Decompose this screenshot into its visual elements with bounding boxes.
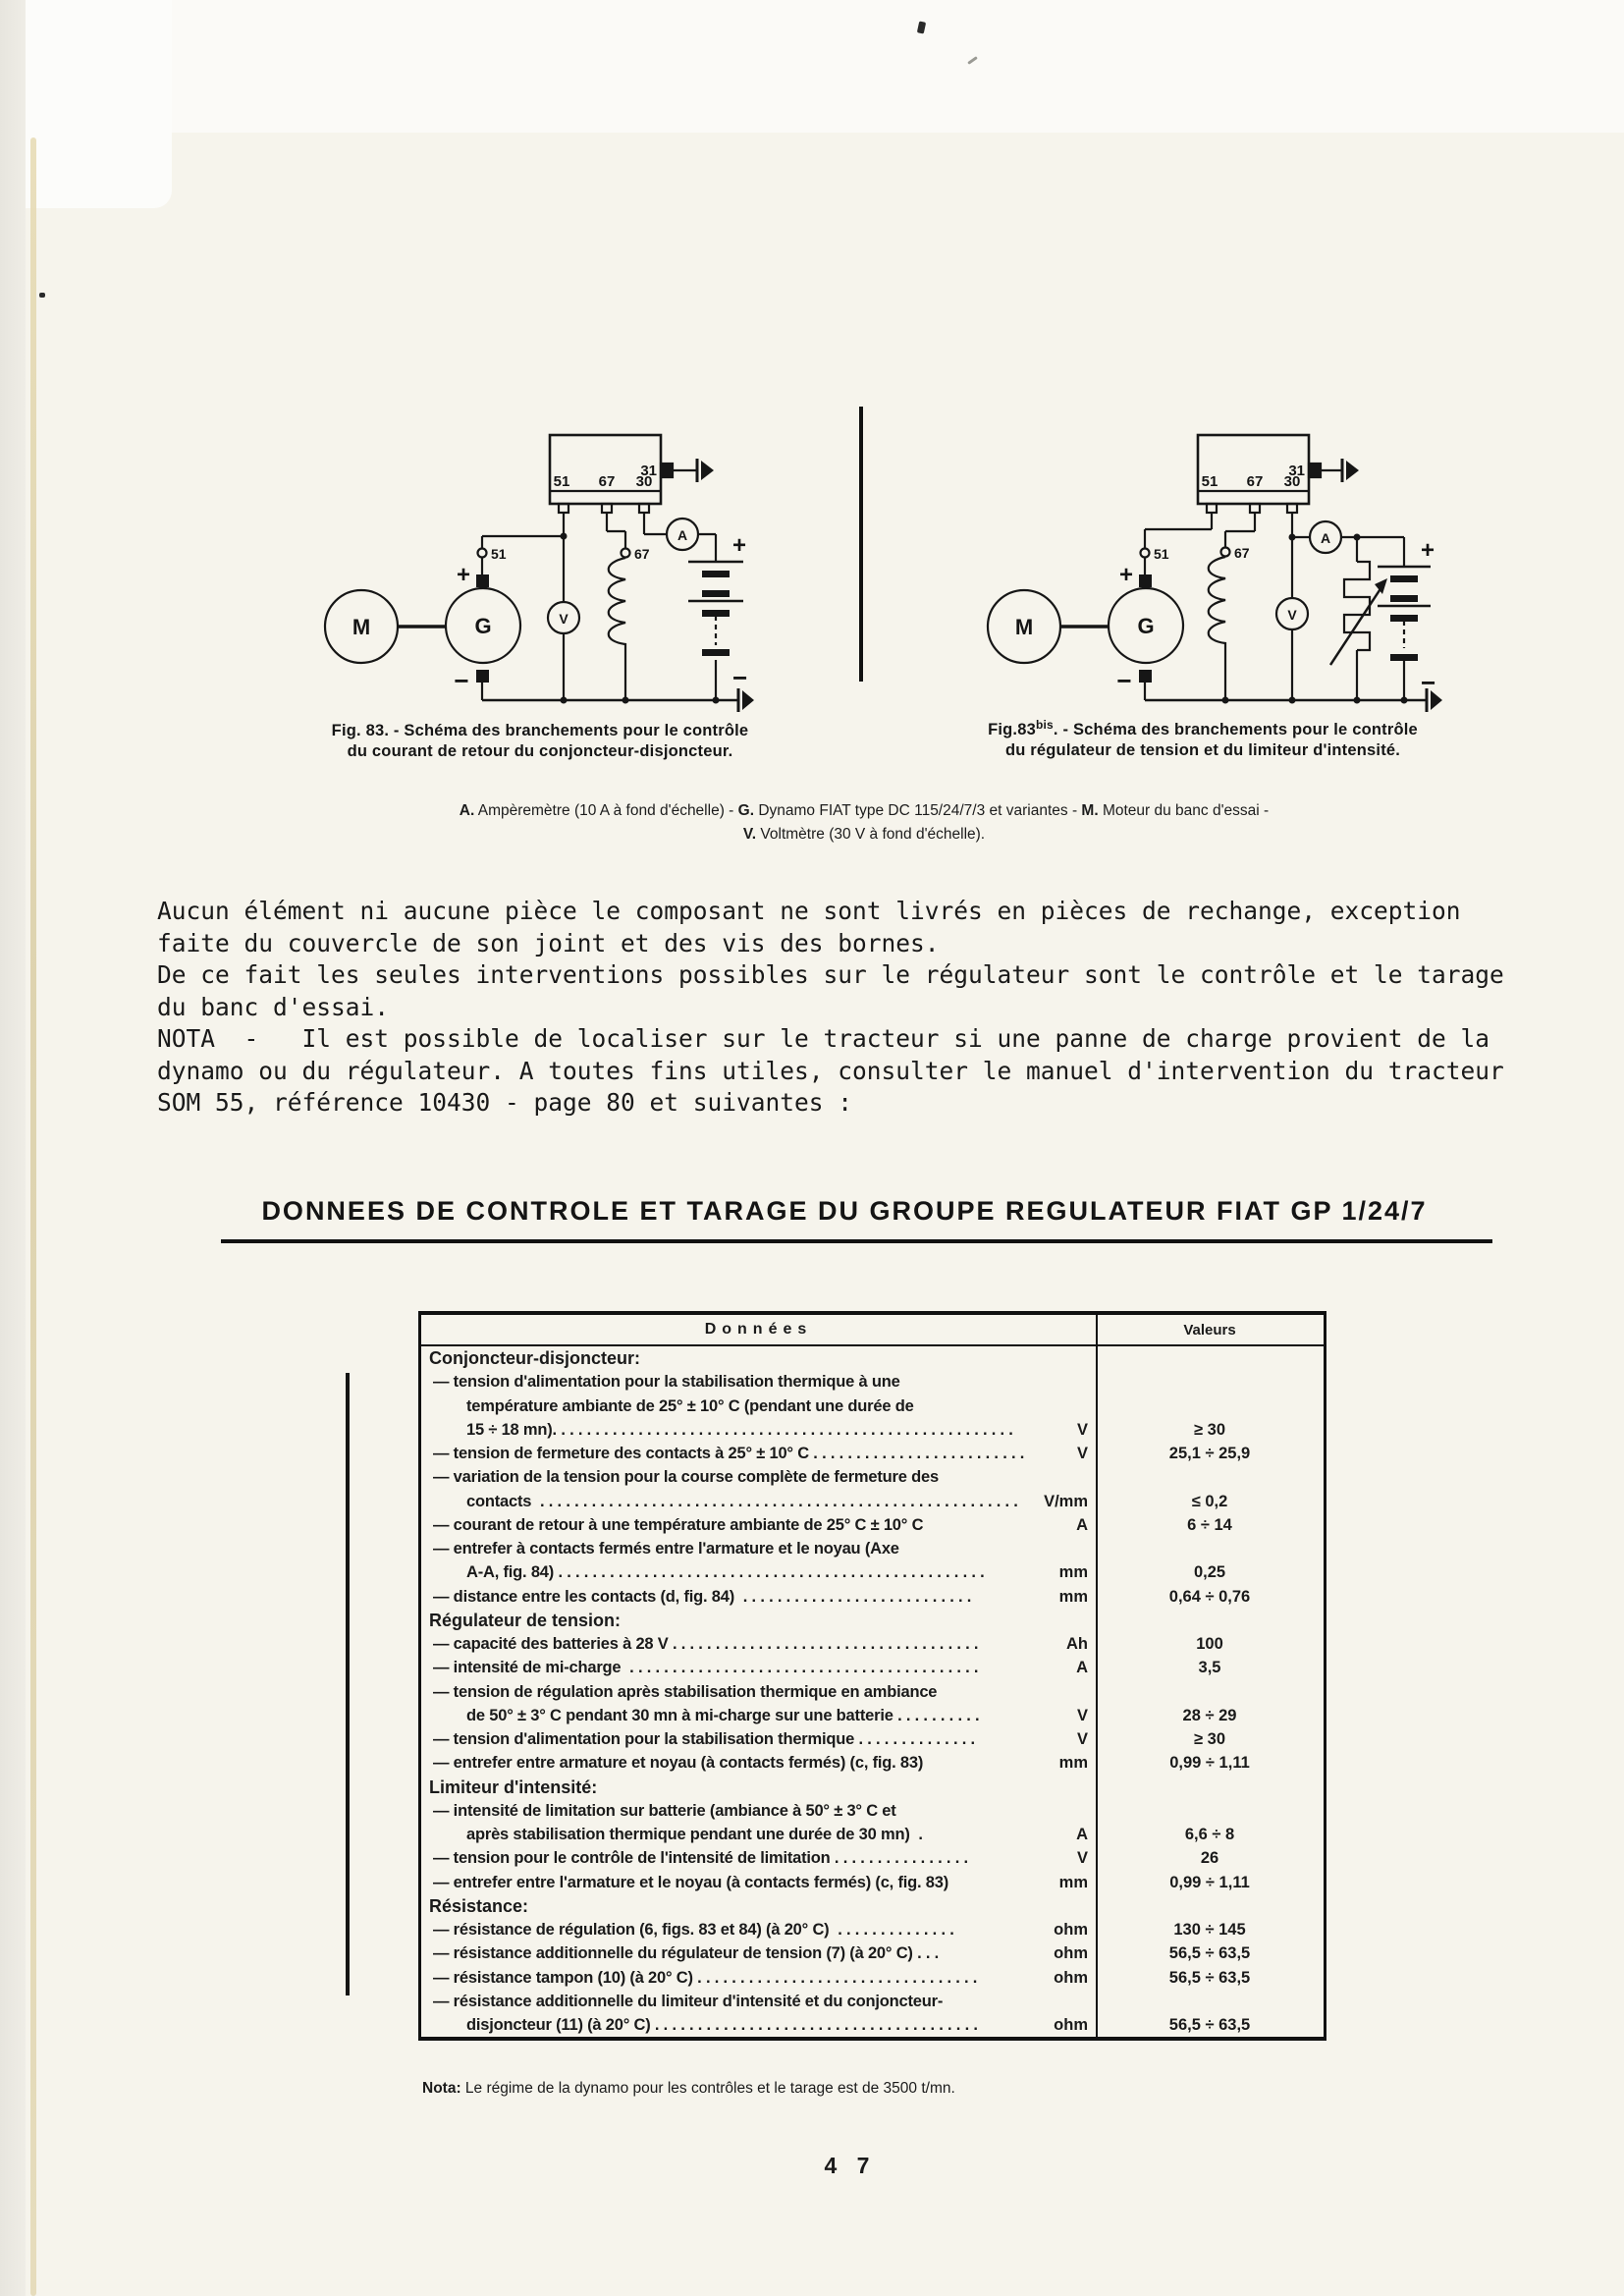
figure-divider-line [859, 407, 863, 682]
scan-crease-line [30, 137, 36, 2296]
terminal-label: 31 [1288, 463, 1305, 479]
legend-key-a: A. [459, 802, 475, 819]
row-value: 56,5 ÷ 63,5 [1168, 1944, 1251, 1963]
row-value: 0,99 ÷ 1,11 [1169, 1873, 1250, 1891]
fig83-caption [295, 721, 785, 762]
legend-text-g: Dynamo FIAT type DC 115/24/7/3 et variantes - [754, 802, 1082, 819]
table-data-row [421, 1513, 1324, 1537]
row-label: — courant de retour à une température ambiante de 25° C ± 10° C [433, 1515, 924, 1534]
row-label: — tension de régulation après stabilisation thermique en ambiance [433, 1682, 938, 1701]
scan-top-band [0, 0, 1624, 133]
ground-symbol [1346, 461, 1359, 480]
spec-table-inner [421, 1315, 1324, 2037]
row-label: 15 ÷ 18 mn). . . . . . . . . . . . . . . . . . . . . . . . . . . . . . . . . . . . . . . . . . . . . . . . . . . . . . [466, 1420, 1013, 1439]
row-label: disjoncteur (11) (à 20° C) . . . . . . . . . . . . . . . . . . . . . . . . . . . . . . . . . . . . . . [466, 2016, 978, 2034]
row-value [1096, 1680, 1324, 1704]
row-unit [1027, 1799, 1096, 1823]
row-unit [1027, 1609, 1096, 1632]
body-text-line: NOTA - Il est possible de localiser sur le tracteur si une panne de charge provient de la [157, 1024, 1490, 1053]
row-label: Limiteur d'intensité: [429, 1777, 598, 1797]
legend-key-v: V. [742, 826, 757, 843]
row-value [1096, 1537, 1324, 1560]
row-unit: mm [1058, 1563, 1088, 1582]
dynamo-plus-terminal [1139, 574, 1152, 587]
motor-letter: M [352, 615, 371, 639]
table-data-row [421, 1823, 1324, 1846]
terminal-label: 31 [640, 463, 657, 479]
table-section-row [421, 1609, 1324, 1632]
table-data-row [421, 1632, 1324, 1656]
row-value: 25,1 ÷ 25,9 [1168, 1445, 1251, 1462]
table-data-row [421, 1465, 1324, 1489]
table-header-row [421, 1315, 1324, 1346]
voltmeter-letter: V [559, 611, 568, 627]
table-data-row [421, 1394, 1324, 1418]
ammeter-letter: A [677, 527, 688, 543]
table-section-row [421, 1776, 1324, 1799]
table-column-divider [1096, 1315, 1098, 2037]
table-data-row [421, 1442, 1324, 1465]
table-data-row [421, 2013, 1324, 2037]
row-unit: A [1076, 1826, 1088, 1843]
row-value: ≥ 30 [1194, 1730, 1225, 1748]
row-label: Conjoncteur-disjoncteur: [429, 1348, 640, 1368]
legend-text-v: Voltmètre (30 V à fond d'échelle). [756, 826, 986, 843]
row-value: ≥ 30 [1194, 1420, 1225, 1439]
coil-symbol [1209, 557, 1225, 700]
row-unit [1027, 1465, 1096, 1489]
dynamo-minus-terminal [1139, 670, 1152, 683]
plus-sign: + [456, 562, 471, 588]
row-value: 26 [1200, 1849, 1219, 1868]
row-value: ≤ 0,2 [1191, 1492, 1228, 1510]
row-unit: mm [1058, 1754, 1088, 1773]
ground-symbol [701, 461, 714, 480]
table-data-row [421, 1918, 1324, 1941]
fig83-caption-line1: Fig. 83. - Schéma des branchements pour le contrôle [331, 722, 749, 739]
margin-artifact-line [346, 1373, 350, 1995]
table-data-row [421, 1680, 1324, 1704]
fig83bis-caption-line2: du régulateur de tension et du limiteur d'intensité. [1004, 741, 1401, 759]
table-nota [422, 2080, 955, 2098]
row-unit: Ah [1066, 1635, 1088, 1653]
row-label: — tension de fermeture des contacts à 25° ± 10° C . . . . . . . . . . . . . . . . . . . . . . . . . [433, 1445, 1025, 1462]
row-value [1096, 1990, 1324, 2013]
table-data-row [421, 1537, 1324, 1560]
table-section-row [421, 1894, 1324, 1918]
figure-legend [295, 799, 1434, 847]
row-label: — distance entre les contacts (d, fig. 84) . . . . . . . . . . . . . . . . . . . . . . . . . . . [433, 1587, 972, 1606]
body-text-line: Aucun élément ni aucune pièce le composant ne sont livrés en pièces de rechange, exception [157, 897, 1461, 925]
wire-label: 51 [491, 546, 507, 562]
rheostat-arrowhead [1375, 578, 1387, 594]
row-unit: A [1076, 1659, 1088, 1677]
table-body [421, 1346, 1324, 2037]
fig83bis-caption-pre: Fig.83 [988, 721, 1036, 738]
heading-rule [221, 1239, 1492, 1243]
row-label: Résistance: [429, 1895, 529, 1916]
row-label: — entrefer entre armature et noyau (à contacts fermés) (c, fig. 83) [433, 1754, 924, 1773]
dynamo-plus-terminal [476, 574, 489, 587]
legend-key-m: M. [1081, 802, 1099, 819]
dynamo-minus-terminal [476, 670, 489, 683]
legend-line2 [295, 823, 1434, 847]
table-data-row [421, 1585, 1324, 1609]
row-value: 6 ÷ 14 [1187, 1515, 1232, 1534]
fig83-circuit-diagram [295, 408, 785, 722]
row-label: contacts . . . . . . . . . . . . . . . . . . . . . . . . . . . . . . . . . . . . . . . . . . . . . . . . . . . . . . . . [466, 1492, 1018, 1510]
row-value: 28 ÷ 29 [1182, 1706, 1237, 1724]
page-number: 4 7 [824, 2153, 877, 2178]
row-label: — résistance additionnelle du limiteur d'intensité et du conjoncteur- [433, 1992, 944, 2010]
row-unit [1027, 1394, 1096, 1418]
row-unit: V [1076, 1420, 1088, 1439]
battery-minus: − [1421, 668, 1436, 697]
coil-symbol [609, 558, 625, 700]
legend-text-m: Moteur du banc d'essai - [1098, 802, 1270, 819]
row-label: Régulateur de tension: [429, 1610, 622, 1630]
row-unit [1027, 1990, 1096, 2013]
table-data-row [421, 1656, 1324, 1679]
row-value: 0,25 [1193, 1563, 1226, 1582]
fig83-caption-line2: du courant de retour du conjoncteur-disjoncteur. [347, 742, 733, 760]
row-unit: A [1076, 1515, 1088, 1534]
row-label: — entrefer à contacts fermés entre l'armature et le noyau (Axe [433, 1540, 899, 1558]
table-data-row [421, 1846, 1324, 1870]
row-value: 56,5 ÷ 63,5 [1168, 1968, 1251, 1987]
table-data-row [421, 1490, 1324, 1513]
wire-label: 67 [634, 546, 650, 562]
row-unit: ohm [1054, 1921, 1088, 1939]
row-label: température ambiante de 25° ± 10° C (pendant une durée de [466, 1396, 914, 1415]
voltmeter-letter: V [1287, 607, 1297, 623]
ammeter-letter: A [1320, 530, 1331, 546]
row-value: 6,6 ÷ 8 [1184, 1826, 1235, 1843]
scan-left-edge [0, 0, 26, 2296]
row-unit [1027, 1370, 1096, 1394]
dynamo-letter: G [474, 614, 492, 638]
spec-table [418, 1311, 1326, 2041]
row-label: de 50° ± 3° C pendant 30 mn à mi-charge sur une batterie . . . . . . . . . . [466, 1706, 980, 1724]
row-label: — tension pour le contrôle de l'intensité de limitation . . . . . . . . . . . . . . . . [433, 1849, 968, 1868]
row-value [1096, 1609, 1324, 1632]
row-label: — intensité de mi-charge . . . . . . . . . . . . . . . . . . . . . . . . . . . . . . . . . . . . . . . . . [433, 1659, 979, 1677]
fig83bis-caption-sup: bis [1035, 718, 1054, 732]
terminal-label: 51 [1201, 473, 1218, 490]
table-data-row [421, 1966, 1324, 1990]
terminal-label: 67 [1246, 473, 1264, 490]
row-unit [1027, 1680, 1096, 1704]
row-label: A-A, fig. 84) . . . . . . . . . . . . . . . . . . . . . . . . . . . . . . . . . . . . . . . . . . . . . . . . . . [466, 1563, 985, 1582]
fig83bis-circuit-diagram [957, 408, 1448, 722]
table-data-row [421, 1871, 1324, 1894]
table-header-valeurs: Valeurs [1183, 1321, 1236, 1339]
row-value: 100 [1196, 1635, 1223, 1653]
row-unit: V [1076, 1445, 1088, 1462]
body-text-line: faite du couvercle de son joint et des vis des bornes. [157, 928, 940, 957]
table-data-row [421, 1727, 1324, 1751]
body-text-line: SOM 55, référence 10430 - page 80 et suivantes : [157, 1088, 853, 1117]
table-data-row [421, 1704, 1324, 1727]
scan-speck [39, 293, 45, 298]
body-text-line: du banc d'essai. [157, 992, 390, 1021]
terminal-label: 67 [598, 473, 616, 490]
row-unit: V [1076, 1706, 1088, 1724]
body-text-line: dynamo ou du régulateur. A toutes fins utiles, consulter le manuel d'intervention du tracteur [157, 1056, 1504, 1085]
row-label: — capacité des batteries à 28 V . . . . . . . . . . . . . . . . . . . . . . . . . . . . . . . . . . . . [433, 1635, 979, 1653]
row-unit [1027, 1346, 1096, 1370]
row-label: — résistance tampon (10) (à 20° C) . . . . . . . . . . . . . . . . . . . . . . . . . . . . . . . . . [433, 1968, 978, 1987]
table-data-row [421, 1941, 1324, 1965]
table-section-row [421, 1346, 1324, 1370]
table-data-row [421, 1751, 1324, 1775]
table-data-row [421, 1799, 1324, 1823]
terminal-label: 30 [635, 473, 653, 490]
row-unit: V [1076, 1849, 1088, 1868]
terminal-label: 51 [553, 473, 570, 490]
table-header-donnees: Données [704, 1321, 813, 1338]
wire-label: 67 [1234, 545, 1250, 561]
row-unit [1027, 1894, 1096, 1918]
row-value [1096, 1346, 1324, 1370]
scan-corner-highlight [0, 0, 172, 208]
row-value: 0,99 ÷ 1,11 [1169, 1754, 1250, 1773]
row-value [1096, 1394, 1324, 1418]
row-label: — intensité de limitation sur batterie (ambiance à 50° ± 3° C et [433, 1801, 896, 1820]
minus-sign: − [1116, 666, 1132, 695]
row-unit: mm [1058, 1873, 1088, 1891]
legend-line1 [295, 799, 1434, 823]
nota-text: Le régime de la dynamo pour les contrôles et le tarage est de 3500 t/mn. [460, 2080, 955, 2097]
battery-plus: + [1421, 537, 1435, 564]
row-label: — variation de la tension pour la course complète de fermeture des [433, 1468, 939, 1487]
row-label: — tension d'alimentation pour la stabilisation thermique . . . . . . . . . . . . . . [433, 1730, 975, 1748]
fig83bis-caption [957, 715, 1448, 761]
ground-symbol [742, 690, 754, 710]
row-value: 130 ÷ 145 [1173, 1921, 1246, 1939]
battery-minus: − [732, 663, 748, 692]
legend-text-a: Ampèremètre (10 A à fond d'échelle) - [474, 802, 738, 819]
row-value: 56,5 ÷ 63,5 [1168, 2016, 1251, 2034]
row-value [1096, 1799, 1324, 1823]
row-label: — tension d'alimentation pour la stabilisation thermique à une [433, 1373, 900, 1392]
motor-letter: M [1014, 615, 1034, 639]
fig83bis-caption-rest: . - Schéma des branchements pour le contrôle [1053, 721, 1418, 738]
plus-sign: + [1118, 562, 1134, 588]
section-title: DONNEES DE CONTROLE ET TARAGE DU GROUPE REGULATEUR FIAT GP 1/24/7 [261, 1196, 1428, 1226]
battery-plus: + [732, 532, 747, 559]
row-unit: mm [1058, 1587, 1088, 1606]
row-value [1096, 1776, 1324, 1799]
nota-label: Nota: [422, 2080, 461, 2097]
terminal-label: 30 [1283, 473, 1301, 490]
row-label: — résistance additionnelle du régulateur de tension (7) (à 20° C) . . . [433, 1944, 940, 1963]
row-label: après stabilisation thermique pendant une durée de 30 mn) . [466, 1826, 923, 1843]
row-value: 3,5 [1198, 1659, 1221, 1677]
minus-sign: − [454, 666, 469, 695]
row-unit: ohm [1054, 1968, 1088, 1987]
row-label: — entrefer entre l'armature et le noyau (à contacts fermés) (c, fig. 83) [433, 1873, 949, 1891]
row-unit: ohm [1054, 2016, 1088, 2034]
wire-label: 51 [1154, 546, 1169, 562]
table-data-row [421, 1990, 1324, 2013]
table-data-row [421, 1418, 1324, 1442]
row-unit: V [1076, 1730, 1088, 1748]
row-unit [1027, 1776, 1096, 1799]
body-paragraph [157, 896, 1551, 1120]
row-value [1096, 1465, 1324, 1489]
table-data-row [421, 1370, 1324, 1394]
dynamo-letter: G [1137, 614, 1155, 638]
body-text-line: De ce fait les seules interventions possibles sur le régulateur sont le contrôle et le tarage [157, 960, 1504, 989]
row-unit: V/mm [1044, 1492, 1088, 1510]
row-unit: ohm [1054, 1944, 1088, 1963]
table-data-row [421, 1560, 1324, 1584]
row-value [1096, 1370, 1324, 1394]
legend-key-g: G. [737, 802, 755, 819]
row-value [1096, 1894, 1324, 1918]
row-value: 0,64 ÷ 0,76 [1168, 1587, 1251, 1606]
row-label: — résistance de régulation (6, figs. 83 et 84) (à 20° C) . . . . . . . . . . . . . . [433, 1921, 954, 1939]
fig83bis-caption-line1 [957, 715, 1448, 740]
row-unit [1027, 1537, 1096, 1560]
